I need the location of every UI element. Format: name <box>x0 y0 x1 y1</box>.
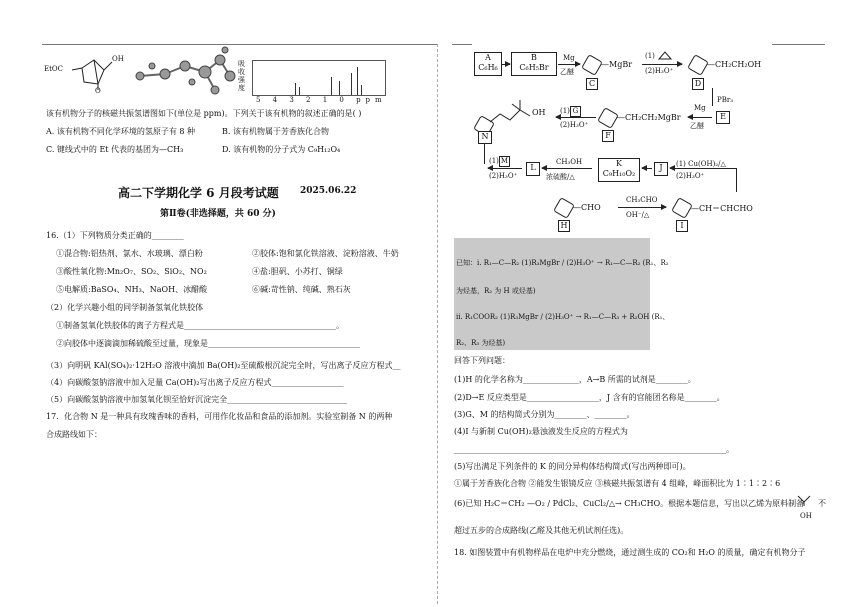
arrow-i-j <box>670 168 736 169</box>
reagent-h3o-1: (2)H₃O⁺ <box>645 67 674 75</box>
formula-b: C₆H₅Br <box>519 63 549 72</box>
nmr-peak <box>299 87 300 95</box>
reagent-oh-heat: OH⁻/△ <box>626 211 650 219</box>
group-oh-n: OH <box>532 108 546 117</box>
arrow-i-j-line <box>736 168 737 192</box>
known-2b: R₂、R₃ 为烃基) <box>456 339 506 347</box>
group-cho: —CHO <box>573 203 601 212</box>
q17-3: (3)G、M 的结构简式分别为________、________。 <box>454 410 635 419</box>
reagent-mg-2: Mg <box>694 104 706 112</box>
formula-a: C₆H₆ <box>478 63 498 72</box>
q16-1e: ⑤电解质:BaSO₄、NH₃、NaOH、冰醋酸 <box>56 285 208 294</box>
column-divider <box>437 44 438 604</box>
reagent-h3o-4: (2)H₃O⁺ <box>676 172 705 180</box>
option-d: D. 该有机物的分子式为 C₉H₁₂O₄ <box>222 145 341 154</box>
reagent-mg-1: Mg <box>563 54 575 62</box>
reagent-pbr3: PBr₃ <box>717 96 734 104</box>
q16-2b: ②向胶体中逐滴滴加稀硫酸至过量，现象是______________________________________ <box>56 339 360 348</box>
reagent-h3o-3: (2)H₃O⁺ <box>489 172 518 180</box>
exam-title: 高二下学期化学 6 月段考试题 <box>118 186 279 200</box>
q16-1c: ③酸性氧化物:Mn₂O₇、SO₂、SiO₂、NO₂ <box>56 267 207 276</box>
nmr-spectrum <box>252 60 386 96</box>
answer-heading: 回答下列问题： <box>454 356 510 365</box>
struct-label-etoc: EtOC <box>44 65 64 73</box>
known-1b: 为烃基，R₂ 为 H 或烃基) <box>456 287 536 295</box>
q17-4: (4)I 与新制 Cu(OH)₂悬浊液发生反应的方程式为 <box>454 427 628 436</box>
option-b: B. 该有机物属于芳香族化合物 <box>222 127 329 136</box>
compound-box-d: D <box>692 78 704 90</box>
nmr-ylabel: 吸收强度 <box>238 60 245 92</box>
arrow-l-n <box>488 168 522 169</box>
compound-box-b <box>511 52 557 76</box>
q17-stem-2: 合成路线如下： <box>46 430 102 439</box>
nmr-peak <box>357 67 358 95</box>
reagent-ch3oh: CH₃OH <box>556 158 583 166</box>
label-k: K <box>616 159 622 168</box>
q16-1: 16.（1）下列物质分类正确的________ <box>46 231 184 240</box>
compound-box-h: H <box>558 220 570 232</box>
q17-4-answer-line: ____________________________________________________________________。 <box>454 445 734 454</box>
reagent-h2so4: 浓硫酸/△ <box>546 173 575 181</box>
q17-6: (6)已知 H₂C＝CH₂ —O₂ / PdCl₂、CuCl₂/△→ CH₃CHO。根据本题信息，写出以乙烯为原料制备 <box>454 499 805 508</box>
reagent-h3o-2: (2)H₃O⁺ <box>560 121 589 129</box>
label-b: B <box>531 53 537 62</box>
group-ch2ch2mgbr: —CH₂CH₂MgBr <box>617 113 681 122</box>
struct-label-o: O <box>95 87 101 95</box>
group-ch2ch2oh: —CH₂CH₂OH <box>707 60 762 69</box>
q16-3: （3）向明矾 KAl(SO₄)₂·12H₂O 溶液中滴加 Ba(OH)₂至硫酸根沉淀完全时，写出离子反应方程式__ <box>46 361 401 370</box>
nmr-axis: 5 4 3 2 1 0 ppm <box>256 96 387 104</box>
reagent-ether-2: 乙醚 <box>690 122 704 130</box>
q17-5: (5)写出满足下列条件的 K 的同分异构体结构简式(写出两种即可)。 <box>454 462 691 471</box>
arrow-c-d <box>642 64 682 65</box>
known-1: 已知：ⅰ. R₁—C—R₂ (1)R₃MgBr / (2)H₃O⁺ → R₁—C—R₂ (R₁、R₂ <box>456 259 669 267</box>
nmr-peak <box>339 81 340 95</box>
benzene-ring-i <box>671 197 693 219</box>
benzene-ring-f <box>597 107 619 129</box>
struct-label-oh: OH <box>112 55 124 63</box>
reagent-cuoh: (1) Cu(OH)₂/△ <box>676 160 726 168</box>
q16-1f: ⑥碱:苛性钠、纯碱、熟石灰 <box>252 285 351 294</box>
option-c: C. 键线式中的 Et 代表的基团为—CH₃ <box>46 145 184 154</box>
arrow-a-b <box>502 64 510 65</box>
compound-box-j: J <box>654 162 668 176</box>
compound-box-m: M <box>500 157 508 165</box>
q16-2: （2）化学兴趣小组的同学制备氢氧化铁胶体 <box>46 303 204 312</box>
label-a: A <box>485 53 491 62</box>
compound-box-k <box>598 158 640 182</box>
compound-box-i: I <box>676 220 688 232</box>
reagent-epoxide: (1) <box>645 52 655 60</box>
section-heading: 第Ⅱ卷(非选择题，共 60 分) <box>160 209 276 219</box>
q16-4: （4）向碳酸氢钠溶液中加入足量 Ca(OH)₂写出离子反应方程式__________________ <box>46 378 344 387</box>
arrow-b-c <box>558 64 580 65</box>
compound-box-g: G <box>570 106 581 117</box>
target-oh-label: OH <box>800 512 812 520</box>
benzene-ring-d <box>687 54 709 76</box>
q17-1: (1)H 的化学名称为______________，A→B 所需的试剂是________。 <box>454 375 696 384</box>
nmr-peak <box>361 85 362 95</box>
q16-5: （5）向碳酸氢钠溶液中加氢氧化钡至恰好沉淀完全______________________________ <box>46 395 348 404</box>
arrow-l-n-line <box>484 144 485 164</box>
compound-box-c: C <box>586 78 598 90</box>
arrow-k-l <box>542 168 592 169</box>
nmr-peak <box>295 83 296 95</box>
benzene-ring-h <box>553 197 575 219</box>
formula-k: C₉H₁₀O₂ <box>602 169 636 178</box>
q16-1a: ①混合物:铝热剂、氯水、水玻璃、漂白粉 <box>56 249 203 258</box>
group-mgbr: —MgBr <box>601 60 633 69</box>
epoxide-icon <box>658 50 672 60</box>
arrow-h-i <box>618 207 666 208</box>
q18-stem: 18. 如图装置中有机物样品在电炉中充分燃烧，通过测生成的 CO₂和 H₂O 的质量，确定有机物分子 <box>454 548 806 557</box>
q17-6-suffix: 不 <box>818 499 826 508</box>
reagent-g: (1) G <box>560 106 581 117</box>
benzene-ring-c <box>581 54 603 76</box>
arrow-j-k <box>642 168 652 169</box>
top-rule-right-a <box>452 44 472 45</box>
nmr-peak <box>331 77 332 95</box>
top-rule-left <box>42 44 437 45</box>
reagent-ch3cho: CH₃CHO <box>626 196 658 204</box>
q17-6c: 超过五步的合成路线(乙醛及其他无机试剂任选)。 <box>454 526 629 535</box>
target-alcohol-structure <box>796 492 812 508</box>
q15-stem: 该有机物分子的核磁共振氢谱图如下(单位是 ppm)。下列关于该有机物的叙述正确的是( ) <box>46 109 362 118</box>
top-rule-right-b <box>772 44 825 45</box>
q17-5a: ①属于芳香族化合物 ②能发生银镜反应 ③核磁共振氢谱有 4 组峰，峰面积比为 1∶1∶2∶6 <box>454 479 781 488</box>
group-chchcho: —CH＝CHCHO <box>691 204 753 213</box>
arrow-e-f <box>688 117 712 118</box>
known-2: ⅱ. R₁COOR₂ (1)R₃MgBr / (2)H₃O⁺ → R₁—C—R₃ + R₂OH (R₁、 <box>456 313 670 321</box>
exam-date: 2025.06.22 <box>300 186 357 196</box>
q17-2: (2)D→E 反应类型是__________________，J 含有的官能团名称是________。 <box>454 393 725 402</box>
compound-box-a <box>474 52 502 76</box>
q16-1b: ②胶体:饱和氯化铁溶液、淀粉溶液、牛奶 <box>252 249 399 258</box>
q17-stem: 17．化合物 N 是一种具有玫瑰香味的香料，可用作化妆品和食品的添加剂。实验室制备 N 的两种 <box>46 412 393 421</box>
ball-stick-model <box>130 46 240 101</box>
nmr-peak <box>351 73 352 95</box>
reagent-ether-1: 乙醚 <box>560 68 574 76</box>
q16-2a: ①制备氢氧化铁胶体的离子方程式是______________________________________。 <box>56 321 344 330</box>
reagent-m: (1) M <box>489 157 508 165</box>
compound-box-e: E <box>716 111 730 124</box>
compound-box-f: F <box>602 130 614 142</box>
compound-box-n: N <box>478 131 492 144</box>
arrow-f-n <box>556 117 596 118</box>
q16-1d: ④盐:胆矾、小苏打、铜绿 <box>252 267 343 276</box>
option-a: A. 该有机物不同化学环境的氢原子有 8 种 <box>46 127 196 136</box>
arrow-d-e-line <box>712 88 713 106</box>
compound-box-l: L <box>526 162 540 176</box>
